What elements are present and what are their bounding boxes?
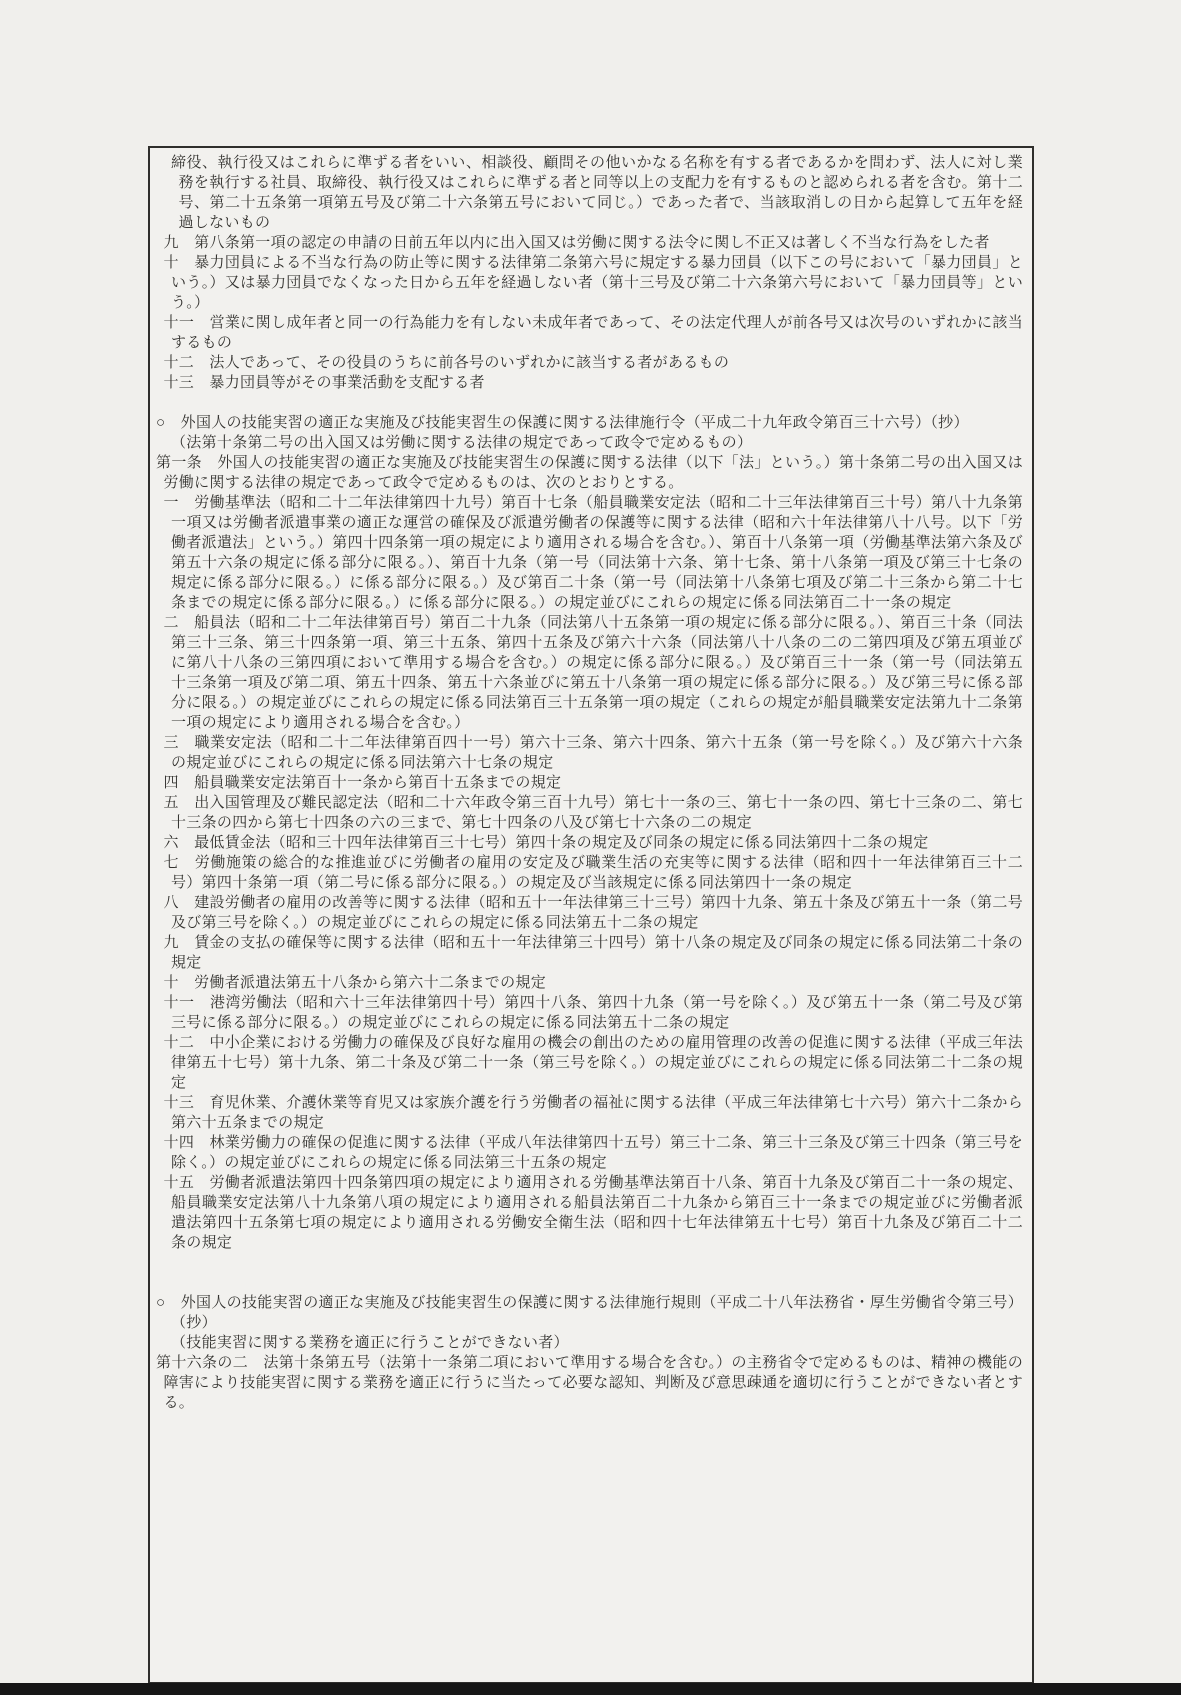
paragraph-item: 十 労働者派遣法第五十八条から第六十二条までの規定 bbox=[163, 975, 547, 991]
paragraph-article: 第一条 外国人の技能実習の適正な実施及び技能実習生の保護に関する法律（以下「法」という。）第十条第二号の出入国又は労働に関する法律の規定であって政令で定めるものは、次のとおりとする。 bbox=[156, 455, 1023, 491]
spacer bbox=[156, 393, 1023, 413]
paragraph-item: 十四 林業労働力の確保の促進に関する法律（平成八年法律第四十五号）第三十二条、第三十三条及び第三十四条（第三号を除く。）の規定並びにこれらの規定に係る同法第三十五条の規定 bbox=[163, 1135, 1023, 1171]
paragraph-item: 十二 中小企業における労働力の確保及び良好な雇用の機会の創出のための雇用管理の改善の促進に関する法律（平成三年法律第五十七号）第十九条、第二十条及び第二十一条（第三号を除く。）の規定並びにこれらの規定に係る同法第二十二条の規定 bbox=[163, 1035, 1023, 1091]
paragraph-caption: （法第十条第二号の出入国又は労働に関する法律の規定であって政令で定めるもの） bbox=[171, 435, 753, 451]
spacer bbox=[156, 1273, 1023, 1293]
paragraph-item: 一 労働基準法（昭和二十二年法律第四十九号）第百十七条（船員職業安定法（昭和二十三年法律第百三十号）第八十九条第一項又は労働者派遣事業の適正な運営の確保及び派遣労働者の保護等に関する法律（昭和六十年法律第八十八号。以下「労働者派遣法」という。）第四十四条第一項の規定により適用される場合を含む。）、第百十八条第一項（労働基準法第六条及び第五十六条の規定に係る部分に限る。）、第百十九条（第一号（同法第十六条、第十七条、第十八条第一項及び第三十七条の規定に係る部分に限る。）に係る部分に限る。）及び第百二十条（第一号（同法第十八条第七項及び第二十三条から第二十七条までの規定に係る部分に限る。）に係る部分に限る。）の規定並びにこれらの規定に係る同法第百二十一条の規定 bbox=[163, 495, 1023, 611]
paragraph-item: 十三 暴力団員等がその事業活動を支配する者 bbox=[163, 375, 485, 391]
paragraph-item: 六 最低賃金法（昭和三十四年法律第百三十七号）第四十条の規定及び同条の規定に係る同法第四十二条の規定 bbox=[163, 835, 929, 851]
paragraph-item: 八 建設労働者の雇用の改善等に関する法律（昭和五十一年法律第三十三号）第四十九条、第五十条及び第五十一条（第二号及び第三号を除く。）の規定並びにこれらの規定に係る同法第五十二条の規定 bbox=[163, 895, 1023, 931]
paragraph-item: 七 労働施策の総合的な推進並びに労働者の雇用の安定及び職業生活の充実等に関する法律（昭和四十一年法律第百三十二号）第四十条第一項（第二号に係る部分に限る。）の規定及び当該規定に係る同法第四十一条の規定 bbox=[163, 855, 1023, 891]
paragraph-item: 五 出入国管理及び難民認定法（昭和二十六年政令第三百十九号）第七十一条の三、第七十一条の四、第七十三条の二、第七十三条の四から第七十四条の六の三まで、第七十四条の八及び第七十六条の二の規定 bbox=[163, 795, 1023, 831]
paragraph-item: 十一 港湾労働法（昭和六十三年法律第四十号）第四十八条、第四十九条（第一号を除く。）及び第五十一条（第二号及び第三号に係る部分に限る。）の規定並びにこれらの規定に係る同法第五十二条の規定 bbox=[163, 995, 1023, 1031]
scan-bottom-edge bbox=[0, 1683, 1181, 1695]
paragraph-section: ○ 外国人の技能実習の適正な実施及び技能実習生の保護に関する法律施行規則（平成二十八年法務省・厚生労働省令第三号）（抄） bbox=[156, 1295, 1023, 1331]
document-body bbox=[156, 153, 1023, 1413]
paragraph-item: 三 職業安定法（昭和二十二年法律第百四十一号）第六十三条、第六十四条、第六十五条（第一号を除く。）及び第六十六条の規定並びにこれらの規定に係る同法第六十七条の規定 bbox=[163, 735, 1023, 771]
paragraph-item: 九 賃金の支払の確保等に関する法律（昭和五十一年法律第三十四号）第十八条の規定及び同条の規定に係る同法第二十条の規定 bbox=[163, 935, 1023, 971]
paragraph-item: 九 第八条第一項の認定の申請の日前五年以内に出入国又は労働に関する法令に関し不正又は著しく不当な行為をした者 bbox=[163, 235, 990, 251]
paragraph-item: 十 暴力団員による不当な行為の防止等に関する法律第二条第六号に規定する暴力団員（以下この号において「暴力団員」という。）又は暴力団員でなくなった日から五年を経過しない者（第十三号及び第二十六条第六号において「暴力団員等」という。） bbox=[163, 255, 1023, 311]
paragraph-item: 十三 育児休業、介護休業等育児又は家族介護を行う労働者の福祉に関する法律（平成三年法律第七十六号）第六十二条から第六十五条までの規定 bbox=[163, 1095, 1023, 1131]
paragraph-item: 二 船員法（昭和二十二年法律第百号）第百二十九条（同法第八十五条第一項の規定に係る部分に限る。）、第百三十条（同法第三十三条、第三十四条第一項、第三十五条、第四十五条及び第六十六条（同法第八十八条の二の二第四項及び第五項並びに第八十八条の三第四項において準用する場合を含む。）の規定に係る部分に限る。）及び第百三十一条（第一号（同法第五十三条第一項及び第二項、第五十四条、第五十六条並びに第五十八条第一項の規定に係る部分に限る。）及び第三号に係る部分に限る。）の規定並びにこれらの規定に係る同法第百三十五条第一項の規定（これらの規定が船員職業安定法第九十二条第一項の規定により適用される場合を含む。） bbox=[163, 615, 1023, 731]
document-page bbox=[148, 146, 1034, 1684]
paragraph-item: 十二 法人であって、その役員のうちに前各号のいずれかに該当する者があるもの bbox=[163, 355, 730, 371]
paragraph-item: 四 船員職業安定法第百十一条から第百十五条までの規定 bbox=[163, 775, 562, 791]
paragraph-item: 十五 労働者派遣法第四十四条第四項の規定により適用される労働基準法第百十八条、第百十九条及び第百二十一条の規定、船員職業安定法第八十九条第八項の規定により適用される船員法第百二十九条から第百三十一条までの規定並びに労働者派遣法第四十五条第七項の規定により適用される労働安全衛生法（昭和四十七年法律第五十七号）第百十九条及び第百二十二条の規定 bbox=[163, 1175, 1023, 1251]
paragraph-cont: 締役、執行役又はこれらに準ずる者をいい、相談役、顧問その他いかなる名称を有する者であるかを問わず、法人に対し業務を執行する社員、取締役、執行役又はこれらに準ずる者と同等以上の支配力を有するものと認められる者を含む。第十二号、第二十五条第一項第五号及び第二十六条第五号において同じ。）であった者で、当該取消しの日から起算して五年を経過しないもの bbox=[171, 155, 1023, 231]
paragraph-section: ○ 外国人の技能実習の適正な実施及び技能実習生の保護に関する法律施行令（平成二十九年政令第百三十六号）（抄） bbox=[156, 415, 969, 431]
paragraph-item: 十一 営業に関し成年者と同一の行為能力を有しない未成年者であって、その法定代理人が前各号又は次号のいずれかに該当するもの bbox=[163, 315, 1023, 351]
paragraph-article: 第十六条の二 法第十条第五号（法第十一条第二項において準用する場合を含む。）の主務省令で定めるものは、精神の機能の障害により技能実習に関する業務を適正に行うに当たって必要な認知、判断及び意思疎通を適切に行うことができない者とする。 bbox=[156, 1355, 1023, 1411]
spacer bbox=[156, 1253, 1023, 1273]
paragraph-caption: （技能実習に関する業務を適正に行うことができない者） bbox=[171, 1335, 569, 1351]
